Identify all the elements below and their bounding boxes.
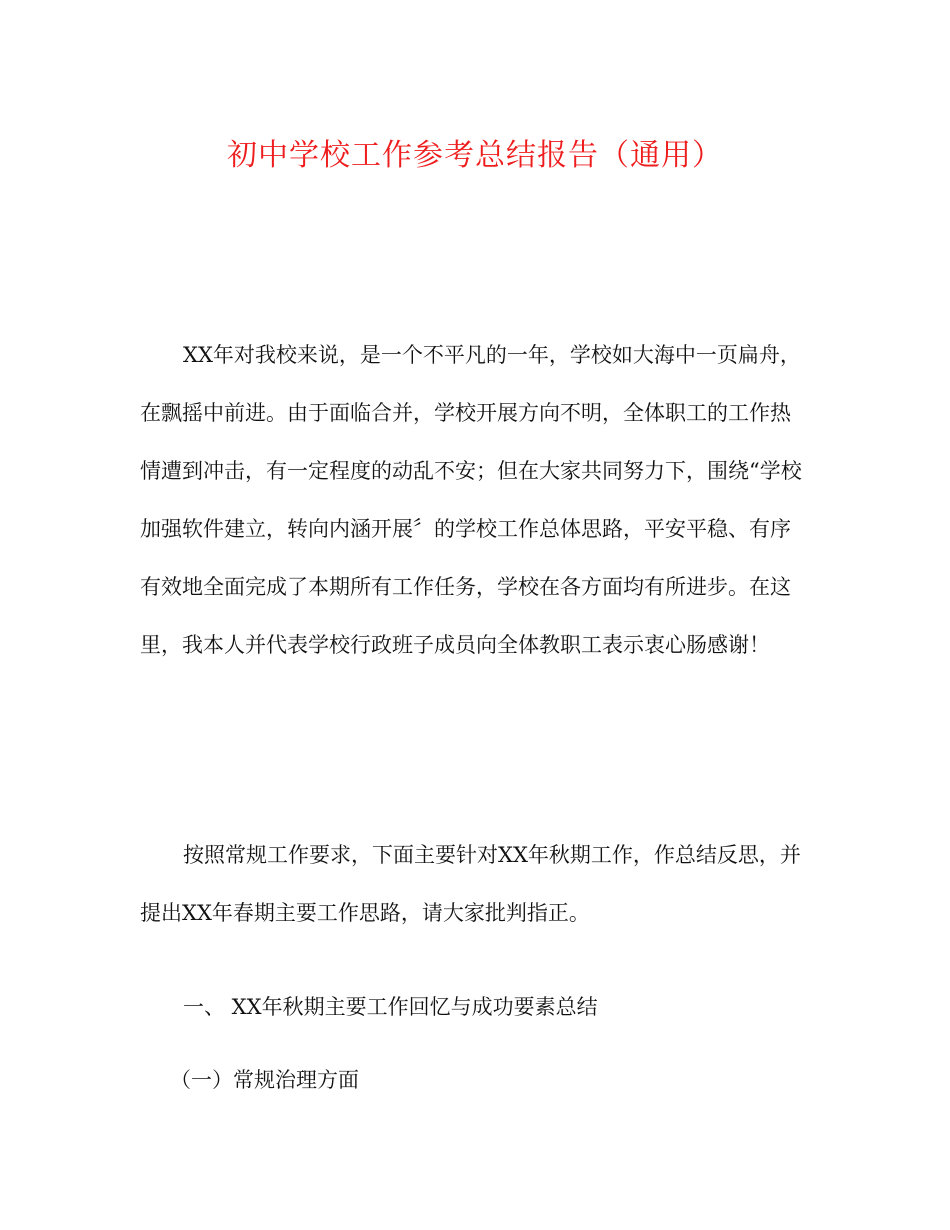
subsection-heading: （一）常规治理方面	[170, 1068, 359, 1092]
document-title: 初中学校工作参考总结报告（通用）	[227, 138, 723, 173]
work-requirements-paragraph: 按照常规工作要求，下面主要针对XX年秋期工作，作总结反思，并提出XX年春期主要工作思路，请大家批判指正。	[140, 843, 801, 925]
section-heading: 一、 XX年秋期主要工作回忆与成功要素总结	[183, 995, 598, 1019]
intro-paragraph: XX年对我校来说，是一个不平凡的一年，学校如大海中一页扁舟，在飘摇中前进。由于面临合并，学校开展方向不明，全体职工的工作热情遭到冲击，有一定程度的动乱不安；但在大家共同努力下，围绕“学校加强软件建立，转向内涵开展〞的学校工作总体思路，平安平稳、有序有效地全面完成了本期所有工作任务，学校在各方面均有所进步。在这里，我本人并代表学校行政班子成员向全体教职工表示衷心肠感谢！	[140, 343, 802, 657]
